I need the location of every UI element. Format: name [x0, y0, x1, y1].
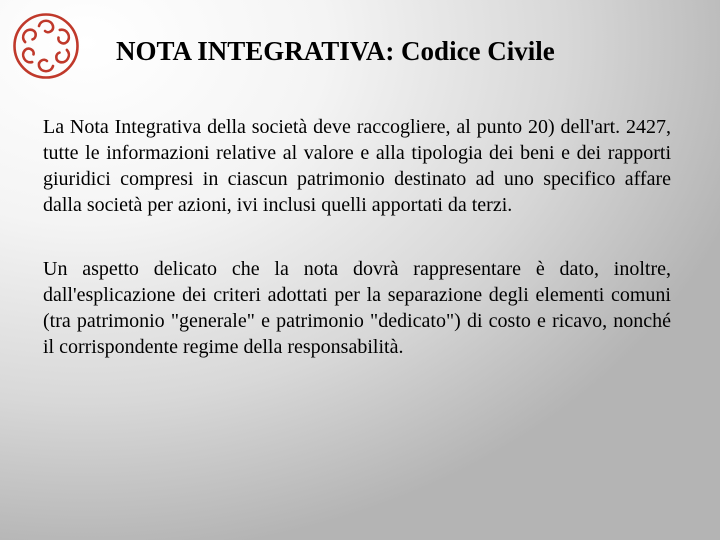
slide-title: NOTA INTEGRATIVA: Codice Civile [116, 36, 555, 66]
ordine-commercialisti-logo-icon [12, 12, 80, 80]
body-paragraph-2: Un aspetto delicato che la nota dovrà rappresentare è dato, inoltre, dall'esplicazione dei criteri adottati per la separazione degli elementi comuni (tra patrimonio "generale" e patrimonio "dedicato") di costo e ricavo, nonché il corrispondente regime della responsabilità. [43, 258, 671, 358]
body-paragraph-1: La Nota Integrativa della società deve raccogliere, al punto 20) dell'art. 2427, tutte le informazioni relative al valore e alla tipologia dei beni e dei rapporti giuridici compresi in ciascun patrimonio destinato ad uno specifico affare dalla società per azioni, ivi inclusi quelli apportati da terzi. [43, 116, 671, 216]
slide-body [43, 114, 671, 360]
